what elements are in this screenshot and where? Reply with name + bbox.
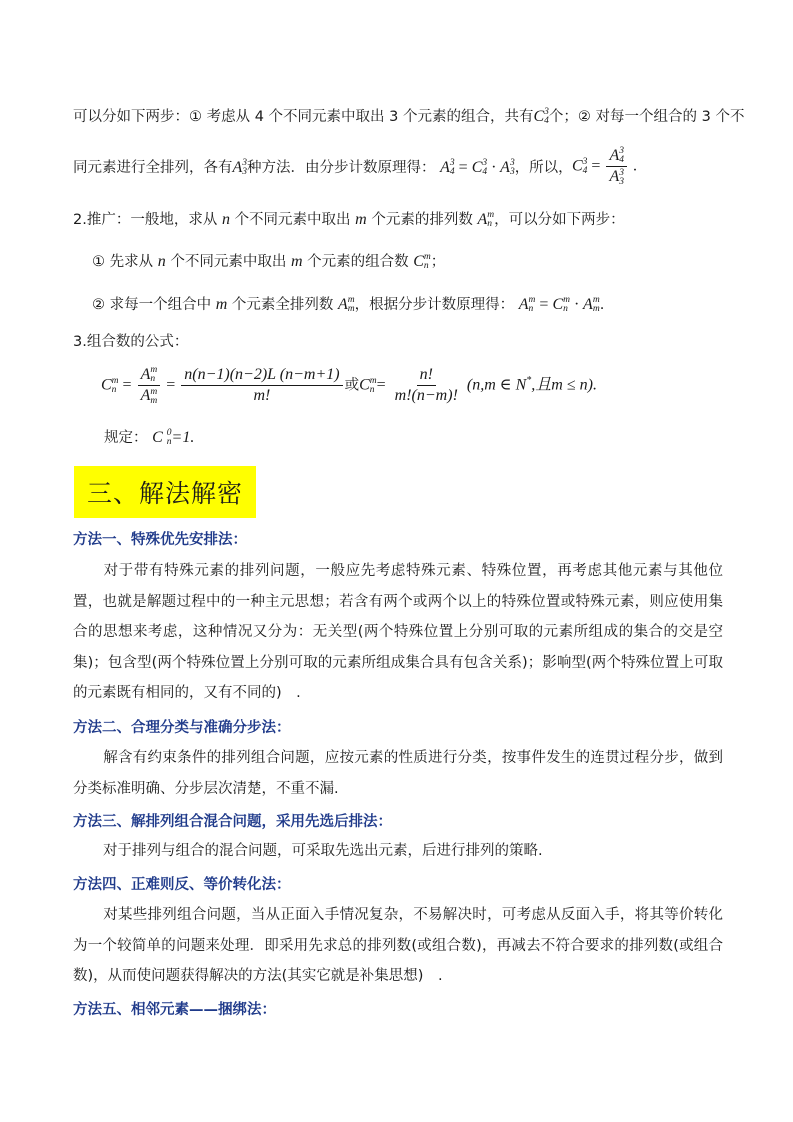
var-n: n [221,211,230,228]
method-1-title: 方法一、特殊优先安排法： [73,532,247,548]
math-anm: A m n [477,210,495,230]
math-c43: C 3 4 [533,107,549,127]
math-a33: A 3 3 [232,158,248,178]
gen-text: 个元素的排列数 [371,212,473,228]
intro-text: 个；② 对每一个组合的 3 个不 [548,109,745,125]
gen-text: ，可以分如下两步： [494,212,625,228]
step-text: . [599,297,605,313]
var-n: n [157,253,166,270]
step-text: ① 先求从 [92,254,154,270]
step-text: 个元素的组合数 [307,254,409,270]
var-m: m [290,253,303,270]
intro-text: 种方法．由分步计数原理得： [247,160,436,176]
rule-value: =1. [171,429,195,446]
formula-numerator-1: n(n−1)(n−2)L (n−m+1) [181,366,342,386]
method-3-body [73,836,723,867]
rule-label: 规定： [104,430,148,446]
method-2-body [73,743,723,804]
math-anm-product: A m n = C m n · A m m [518,295,600,315]
step-text: 个不同元素中取出 [170,254,287,270]
formula-heading: 3.组合数的公式： [73,334,189,350]
formula-numerator-2: n! [417,366,436,386]
step-text: ② 求每一个组合中 [92,297,212,313]
method-1-body [73,556,723,709]
math-c43-fraction: C 3 4 = A 3 4 A 3 3 . [572,146,637,187]
formula-denominator-1: m! [253,387,271,405]
intro-text: ，所以， [514,160,573,176]
formula-or: 或 [344,377,360,394]
intro-line-1 [73,107,744,127]
method-5-title: 方法五、相邻元素——捆绑法： [73,1002,276,1018]
method-3-text: 对于排列与组合的混合问题，可采取先选出元素，后进行排列的策略. [103,843,543,859]
gen-text: 2.推广：一般地，求从 [73,212,218,228]
combination-formula: C m n = A m n A m m = $\frac{n(n-1)(n-2)L (n-m+1)}{m!}$ 或C m n = $\frac{n!}{m!(n-m)!}$ (n,m ∈ N*,且m ≤ n). [101,365,597,406]
generalization-step-2 [92,295,604,315]
method-4-text: 对某些排列组合问题，当从正面入手情况复杂，不易解决时，可考虑从反面入手，将其等价转化为一个较简单的问题来处理．即采用先求总的排列数(或组合数)，再减去不符合要求的排列数(或组合数)，从而使问题获得解决的方法(其实它就是补集思想) . [73,907,723,984]
formula-condition: (n,m ∈ N [466,376,527,394]
gen-text: 个不同元素中取出 [234,212,351,228]
formula-denominator-2: m!(n−m)! [394,387,458,405]
math-a43-equation: A 3 4 = C 3 4 · A 3 3 [440,158,515,178]
math-cn0: C 0 n [152,428,172,448]
math-cnm: C m n [413,252,431,272]
method-2-text: 解含有约束条件的排列组合问题，应按元素的性质进行分类，按事件发生的连贯过程分步，做到分类标准明确、分步层次清楚，不重不漏. [73,750,723,797]
intro-text: 同元素进行全排列，各有 [73,160,233,176]
math-amm: A m m [338,295,355,315]
method-3-title: 方法三、解排列组合混合问题，采用先选后排法： [73,814,392,830]
method-4-title: 方法四、正难则反、等价转化法： [73,877,291,893]
generalization-heading [73,210,625,230]
section-banner: 三、解法解密 [74,466,256,518]
formula-condition-end: ,且m ≤ n). [531,376,597,394]
formula-rule [104,428,194,448]
var-m: m [215,296,228,313]
method-4-body [73,900,723,992]
step-text: ； [430,254,446,270]
intro-line-2 [73,158,573,178]
intro-text: . [632,157,637,175]
method-2-title: 方法二、合理分类与准确分步法： [73,720,291,736]
generalization-step-1 [92,252,445,272]
method-1-text: 对于带有特殊元素的排列问题，一般应先考虑特殊元素、特殊位置，再考虑其他元素与其他位置，也就是解题过程中的一种主元思想；若含有两个或两个以上的特殊位置或特殊元素，则应使用集合的思想来考虑，这种情况又分为：无关型(两个特殊位置上分别可取的元素所组成的集合的交是空集)；包含型(两个特殊位置上分别可取的元素所组成集合具有包含关系)；影响型(两个特殊位置上可取的元素既有相同的，又有不同的) . [73,563,723,701]
var-m: m [355,211,367,228]
step-text: 个元素全排列数 [231,297,334,313]
intro-text: 可以分如下两步：① 考虑从 4 个不同元素中取出 3 个元素的组合，共有 [73,109,534,125]
step-text: ，根据分步计数原理得： [354,297,515,313]
